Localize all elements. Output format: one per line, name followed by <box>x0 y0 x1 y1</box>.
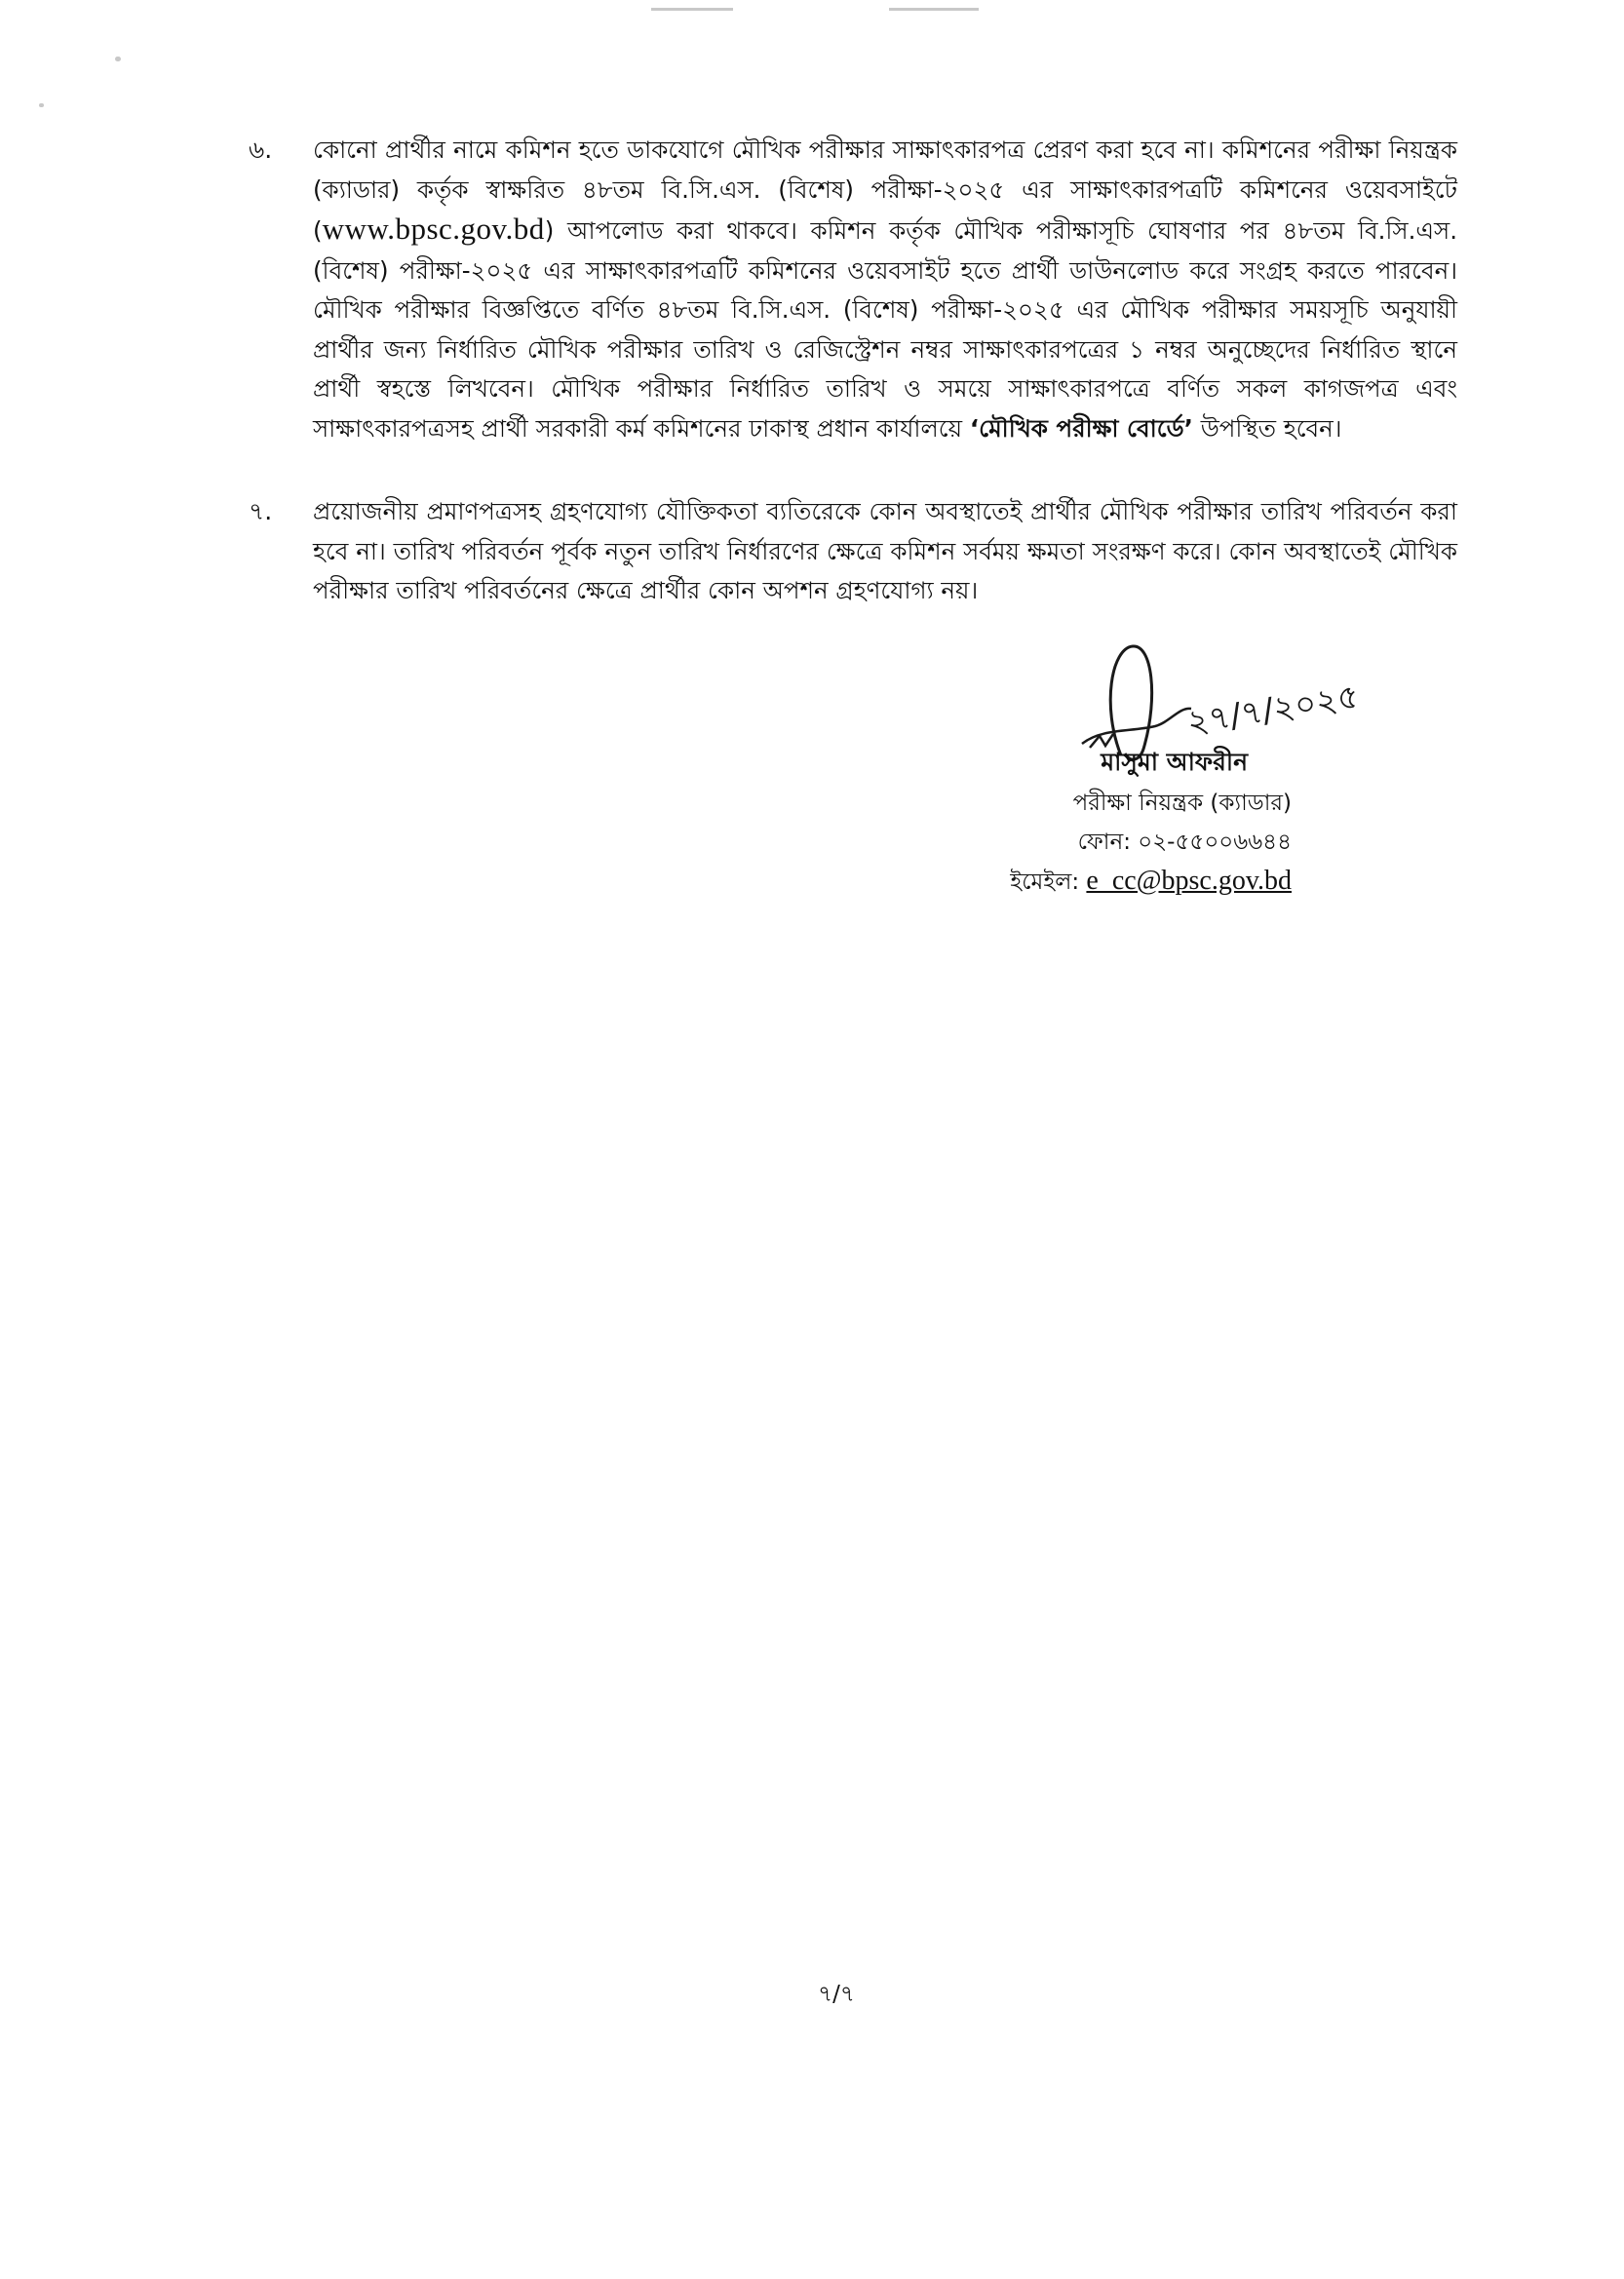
bold-board-text: ‘মৌখিক পরীক্ষা বোর্ডে’ <box>969 413 1193 443</box>
page-number: ৭/৭ <box>818 1982 855 2007</box>
item-paragraph: প্রয়োজনীয় প্রমাণপত্রসহ গ্রহণযোগ্য যৌক্তিকতা ব্যতিরেকে কোন অবস্থাতেই প্রার্থীর মৌখিক পরীক্ষার তারিখ পরিবর্তন করা হবে না। তারিখ পরিবর্তন পূর্বক নতুন তারিখ নির্ধারণের ক্ষেত্রে কমিশন সর্বময় ক্ষমতা সংরক্ষণ করে। কোন অবস্থাতেই মৌখিক পরীক্ষার তারিখ পরিবর্তনের ক্ষেত্রে প্রার্থীর কোন অপশন গ্রহণযোগ্য নয়। <box>313 497 1457 604</box>
signature-block <box>926 741 1306 902</box>
handwritten-date: ২৭/৭/২০২৫ <box>1184 676 1362 743</box>
email-label: ইমেইল: <box>1010 869 1087 895</box>
paragraph-text: কোনো প্রার্থীর নামে কমিশন হতে ডাকযোগে মৌখিক পরীক্ষার সাক্ষাৎকারপত্র প্রেরণ করা হবে না। কমিশনের পরীক্ষা নিয়ন্ত্রক (ক্যাডার) কর্তৃক স্বাক্ষরিত ৪৮তম বি.সি.এস. (বিশেষ) পরীক্ষা-২০২৫ এর সাক্ষাৎকারপত্রটি কমিশনের ওয়েবসাইটে ( <box>313 135 1457 245</box>
scan-artifact <box>651 8 733 11</box>
item-number: ৬. <box>249 135 273 164</box>
email-link[interactable]: e_cc@bpsc.gov.bd <box>1086 866 1292 896</box>
item-paragraph <box>313 131 1457 448</box>
signatory-designation: পরীক্ষা নিয়ন্ত্রক (ক্যাডার) <box>1072 791 1292 816</box>
paragraph-text: ) আপলোড করা থাকবে। কমিশন কর্তৃক মৌখিক পরীক্ষাসূচি ঘোষণার পর ৪৮তম বি.সি.এস. (বিশেষ) পরীক্ষা-২০২৫ এর সাক্ষাৎকারপত্রটি কমিশনের ওয়েবসাইট হতে প্রার্থী ডাউনলোড করে সংগ্রহ করতে পারবেন। মৌখিক পরীক্ষার বিজ্ঞপ্তিতে বর্ণিত ৪৮তম বি.সি.এস. (বিশেষ) পরীক্ষা-২০২৫ এর মৌখিক পরীক্ষার সময়সূচি অনুযায়ী প্রার্থীর জন্য নির্ধারিত মৌখিক পরীক্ষার তারিখ ও রেজিস্ট্রেশন নম্বর সাক্ষাৎকারপত্রের ১ নম্বর অনুচ্ছেদের নির্ধারিত স্থানে প্রার্থী স্বহস্তে লিখবেন। মৌখিক পরীক্ষার নির্ধারিত তারিখ ও সময়ে সাক্ষাৎকারপত্রে বর্ণিত সকল কাগজপত্র এবং সাক্ষাৎকারপত্রসহ প্রার্থী সরকারী কর্ম কমিশনের ঢাকাস্থ প্রধান কার্যালয়ে <box>313 216 1457 443</box>
website-link[interactable]: www.bpsc.gov.bd <box>322 212 545 246</box>
scan-artifact <box>889 8 979 11</box>
signatory-name: মাসুমা আফরীন <box>1101 748 1248 776</box>
scan-artifact <box>115 57 121 61</box>
signatory-email-line <box>926 862 1306 902</box>
item-number: ৭. <box>249 497 273 525</box>
signatory-phone: ফোন: ০২-৫৫০০৬৬৪৪ <box>1077 830 1292 855</box>
scan-artifact <box>39 103 44 107</box>
paragraph-text: উপস্থিত হবেন। <box>1192 413 1342 443</box>
